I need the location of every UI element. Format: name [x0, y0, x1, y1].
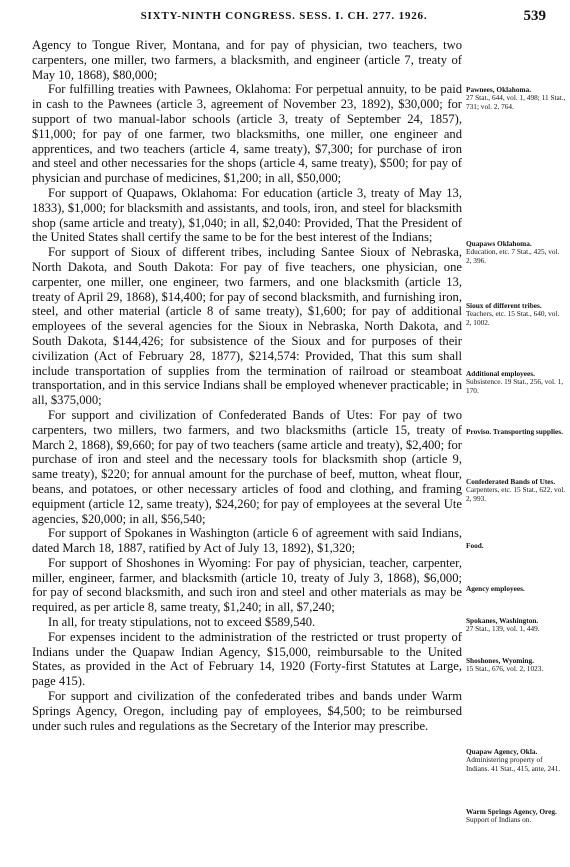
- margin-note-ref: Education, etc. 7 Stat., 425, vol. 2, 396.: [466, 247, 560, 265]
- margin-note-title: Spokanes, Washington.: [466, 616, 539, 625]
- page-number: 539: [523, 8, 546, 24]
- margin-note-quapaw-agency: [466, 748, 566, 773]
- margin-note-title: Warm Springs Agency, Oreg.: [466, 807, 557, 816]
- margin-note-utes: [466, 478, 566, 503]
- paragraph-utes: For support and civilization of Confederated Bands of Utes: For pay of two carpenters, two millers, two farmers, and two blacksmiths (article 15, treaty of March 2, 1868), $9,660; for pay of two teachers (same article and treaty), $2,400; for purchase of iron and steel and the necessary tools for blacksmith shop (article 9, same treaty), $220; for annual amount for the purchase of beef, mutton, wheat flour, beans, and potatoes, or other necessary articles of food and clothing, and framing equipment (article 12, same treaty), $24,260; for pay of employees at the several Ute agencies, $20,000; in all, $56,540;: [32, 407, 462, 526]
- running-head: SIXTY-NINTH CONGRESS. SESS. I. CH. 277. 1926.: [140, 10, 428, 22]
- margin-note-title: Confederated Bands of Utes.: [466, 477, 556, 486]
- paragraph-sioux: For support of Sioux of different tribes, including Santee Sioux of Nebraska, North Dakota, and South Dakota: For pay of five teachers, one physician, one carpenter, one miller, one engineer, two farmers, and one blacksmith (article 13, treaty of April 29, 1868), $14,400; for pay of second blacksmith, and furnishing iron, steel, and other material (article 8 of same treaty), $1,600; for pay of additional employees of the several agencies for the Sioux in Nebraska, North Dakota, and South Dakota, $144,426; for subsistence of the Sioux and for purposes of their civilization (Act of February 28, 1877), $214,574: Provided, That this sum shall include transportation of supplies from the termination of railroad or steamboat transportation, and in this service Indians shall be employed whenever practicable; in all, $375,000;: [32, 245, 462, 408]
- page-header: [22, 8, 546, 34]
- margin-note-title: Additional employees.: [466, 369, 535, 378]
- margin-note-ref: Administering property of Indians. 41 Stat., 415, ante, 241.: [466, 755, 561, 773]
- paragraph-warm-springs: For support and civilization of the confederated tribes and bands under Warm Springs Agency, Oregon, including pay of employees, $4,500; to be reimbursed under such rules and regulations as the Secretary of the Interior may prescribe.: [32, 689, 462, 733]
- margin-note-shoshones: [466, 657, 566, 674]
- margin-note-pawnees: [466, 86, 566, 111]
- paragraph-treaty-total: In all, for treaty stipulations, not to exceed $589,540.: [48, 615, 316, 630]
- margin-note-sioux: [466, 302, 566, 327]
- paragraph-shoshones: For support of Shoshones in Wyoming: For pay of physician, teacher, carpenter, miller, engineer, farmer, and blacksmith (article 10, treaty of July 3, 1868), $6,000; for pay of second blacksmith, and such iron and steel and other materials as may be required, as per article 8, same treaty, $1,240; in all, $7,240;: [32, 555, 462, 615]
- margin-note-title: Shoshones, Wyoming.: [466, 656, 534, 665]
- margin-note-proviso: [466, 428, 566, 436]
- paragraph-pawnees: For fulfilling treaties with Pawnees, Oklahoma: For perpetual annuity, to be paid in cash to the Pawnees (article 3, agreement of November 23, 1892), $30,000; for support of two manual-labor schools (article 3, treaty of September 24, 1857), $11,000; for pay of one farmer, two blacksmiths, one miller, one engineer and apprentices, and two teachers (article 4, same treaty), $7,300; for purchase of iron and steel and other necessaries for the shops (article 4, same treaty), $500; for pay of physician and purchase of medicines, $1,200; in all, $50,000;: [32, 82, 462, 186]
- margin-note-ref: Support of Indians on.: [466, 815, 532, 825]
- margin-note-ref: 27 Stat., 644, vol. 1, 498; 11 Stat., 731; vol. 2, 764.: [466, 93, 566, 111]
- margin-note-title: Sioux of different tribes.: [466, 301, 542, 310]
- margin-note-ref: Carpenters, etc. 15 Stat., 622, vol. 2, 993.: [466, 485, 566, 503]
- margin-note-ref: 27 Stat., 139, vol. 1, 449.: [466, 624, 540, 634]
- margin-note-warm-springs: [466, 808, 566, 825]
- margin-note-agency-employees: [466, 585, 566, 593]
- paragraph-tongue-river: Agency to Tongue River, Montana, and for pay of physician, two teachers, two carpenters, one miller, two farmers, a blacksmith, and engineer (article 7, treaty of May 10, 1868), $80,000;: [32, 38, 462, 82]
- margin-note-ref: 15 Stat., 676, vol. 2, 1023.: [466, 664, 544, 674]
- margin-note-title: Agency employees.: [466, 584, 525, 593]
- margin-note-title: Proviso. Transporting supplies.: [466, 427, 563, 436]
- paragraph-quapaw-agency: For expenses incident to the administration of the restricted or trust property of Indians under the Quapaw Indian Agency, $15,000, reimbursable to the United States, as provided in the Act of February 14, 1920 (Forty-first Statutes at Large, page 415).: [32, 629, 462, 689]
- statute-body: [32, 38, 462, 733]
- margin-note-spokanes: [466, 617, 566, 634]
- margin-note-title: Quapaws Oklahoma.: [466, 239, 532, 248]
- paragraph-spokanes: For support of Spokanes in Washington (article 6 of agreement with said Indians, dated March 18, 1887, ratified by Act of July 13, 1892), $1,320;: [32, 526, 462, 556]
- margin-note-food: [466, 542, 566, 550]
- margin-note-additional-employees: [466, 370, 566, 395]
- margin-note-quapaws: [466, 240, 566, 265]
- margin-note-ref: Teachers, etc. 15 Stat., 640, vol. 2, 1002.: [466, 309, 560, 327]
- margin-note-ref: Subsistence. 19 Stat., 256, vol. 1, 170.: [466, 377, 564, 395]
- margin-note-title: Food.: [466, 541, 484, 550]
- paragraph-quapaws: For support of Quapaws, Oklahoma: For education (article 3, treaty of May 13, 1833), $1,000; for blacksmith and assistants, and tools, iron, and steel for blacksmith shop (same article and treaty), $1,040; in all, $2,040: Provided, That the President of the United States shall certify the same to be for the best interest of the Indians;: [32, 185, 462, 245]
- margin-note-title: Pawnees, Oklahoma.: [466, 85, 532, 94]
- margin-note-title: Quapaw Agency, Okla.: [466, 747, 538, 756]
